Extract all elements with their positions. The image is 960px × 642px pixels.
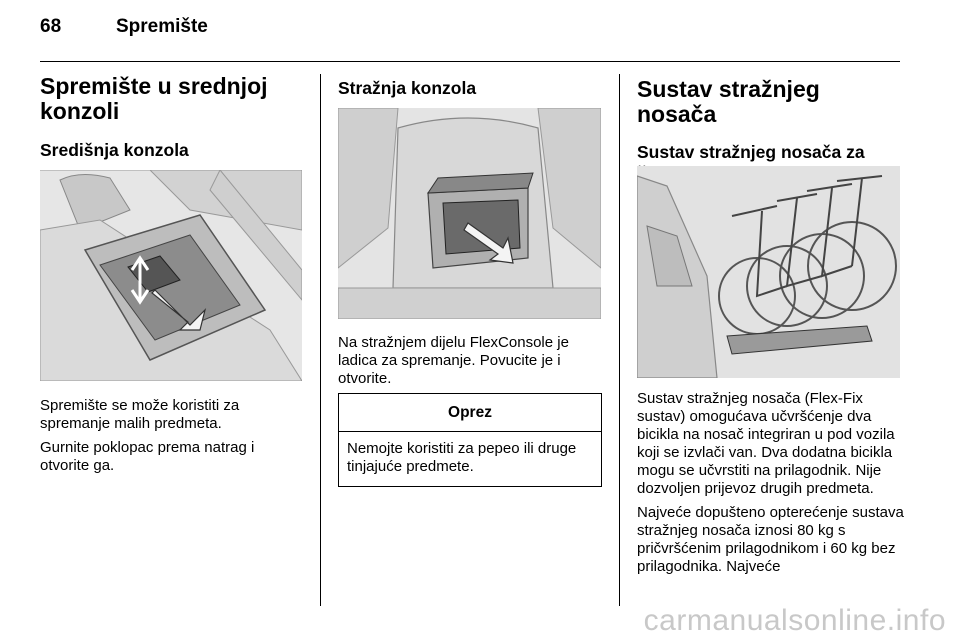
paragraph-storage-use: Spremište se može koristiti za spremanje malih predmeta. — [40, 397, 240, 432]
center-console-illustration — [40, 170, 302, 381]
section-heading-rear-carrier: Sustav stražnjeg nosača — [637, 76, 820, 127]
subheading-rear-console: Stražnja konzola — [338, 78, 477, 98]
header-rule — [40, 61, 900, 62]
rear-console-illustration — [338, 108, 601, 319]
caution-title: Oprez — [339, 394, 601, 432]
section-heading-console: Spremište u srednjoj konzoli — [40, 73, 268, 124]
watermark: carmanualsonline.info — [643, 604, 946, 637]
caution-box — [338, 393, 602, 487]
page-header — [40, 16, 900, 40]
center-console-drawing — [40, 170, 302, 381]
paragraph-push-cover: Gurnite poklopac prema natrag i otvorite ga. — [40, 439, 255, 474]
paragraph-flexconsole: Na stražnjem dijelu FlexConsole je ladica za spremanje. Povucite je i otvorite. — [338, 334, 569, 387]
bike-carrier-illustration — [637, 166, 900, 378]
subheading-four-bikes: Sustav stražnjeg nosača za — [637, 142, 865, 162]
paragraph-max-load: Najveće dopušteno opterećenje sustava stražnjeg nosača iznosi 80 kg s pričvršćenim prilagodnikom i 60 kg bez prilagodnika. Najveće — [637, 504, 904, 575]
left-column — [40, 74, 306, 161]
page-header-title: Spremište — [116, 16, 208, 37]
column-divider-left — [320, 74, 321, 606]
rear-console-drawing — [338, 108, 601, 319]
middle-column-text — [338, 334, 604, 388]
subheading-center-console: Središnja konzola — [40, 140, 189, 160]
page-number: 68 — [40, 16, 62, 37]
bike-carrier-drawing — [637, 166, 900, 378]
caution-text: Nemojte koristiti za pepeo ili druge tinjajuće predmete. — [347, 440, 577, 475]
middle-column — [338, 74, 604, 99]
column-divider-right — [619, 74, 620, 606]
left-column-text — [40, 397, 306, 475]
paragraph-flexfix-system: Sustav stražnjeg nosača (Flex-Fix sustav) omogućava učvršćenje dva bicikla na nosač integriran u pod vozila koji se izvlači van. Dva dodatna bicikla mogu se učvrstiti na prilagodnik. Nije dozvoljen prijevoz drugih predmeta. — [637, 390, 895, 497]
right-column-text — [637, 390, 905, 576]
